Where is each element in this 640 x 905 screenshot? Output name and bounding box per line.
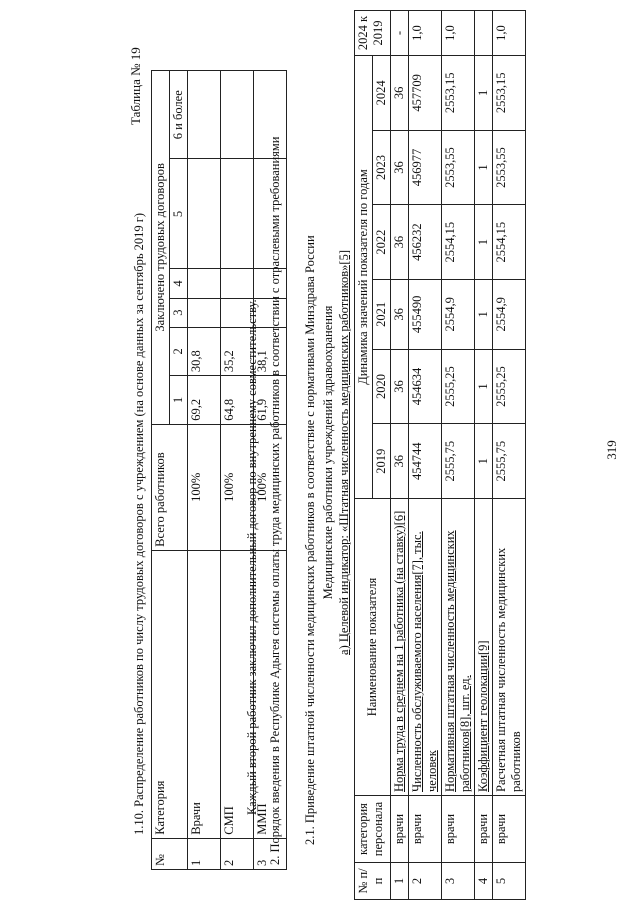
table1-cell-c1: 69,2 (188, 376, 221, 425)
table2-header-num: № п/п (355, 863, 391, 900)
table1-cell-c6 (221, 71, 254, 159)
table1-header-c3: 3 (170, 298, 188, 327)
table2-cell-2020: 2555,25 (493, 349, 526, 424)
table2-cell-2023: 2553,55 (442, 130, 475, 205)
table2-header-2022: 2022 (373, 205, 391, 280)
table2-cell-name: Нормативная штатная численность медицинских работников[8], шт. ед. (442, 499, 475, 796)
table2-cell-name: Коэффициент геолокации[9] (475, 499, 493, 796)
table-row (493, 11, 526, 900)
table1-header-concluded: Заключено трудовых договоров (152, 71, 170, 425)
table2-cell-name: Расчетная штатная численность медицинских работников (493, 499, 526, 796)
table2-cell-num: 2 (409, 863, 442, 900)
table2-cell-2023: 36 (391, 130, 409, 205)
table1-cell-total: 100% (254, 424, 287, 550)
table2-cell-ratio: - (391, 11, 409, 56)
table2-cell-2020: 2555,25 (442, 349, 475, 424)
table2-cell-2020: 454634 (409, 349, 442, 424)
table1-header-num: № (152, 838, 188, 869)
table2-cell-2020: 36 (391, 349, 409, 424)
table2-cell-2023: 2553,55 (493, 130, 526, 205)
table2-header-2020: 2020 (373, 349, 391, 424)
table2-cell-2019: 1 (475, 424, 493, 499)
table1-cell-c6 (188, 71, 221, 159)
table2-cell-2022: 2554,15 (442, 205, 475, 280)
table-row (475, 11, 493, 900)
table1-cell-c2: 35,2 (221, 327, 254, 376)
table2-cell-category: врачи (475, 796, 493, 863)
table2-cell-2021: 455490 (409, 279, 442, 349)
table1-cell-c4 (188, 269, 221, 298)
table2-cell-2021: 36 (391, 279, 409, 349)
table2-cell-2022: 1 (475, 205, 493, 280)
table2-cell-2021: 1 (475, 279, 493, 349)
table1-cell-c1: 64,8 (221, 376, 254, 425)
table2-cell-2024: 2553,15 (442, 56, 475, 131)
table2-cell-ratio (475, 11, 493, 56)
table2-cell-category: врачи (409, 796, 442, 863)
table2-cell-2024: 1 (475, 56, 493, 131)
table1-cell-num: 2 (221, 838, 254, 869)
table2-cell-num: 1 (391, 863, 409, 900)
staffing-table (354, 10, 526, 900)
table2-cell-2021: 2554,9 (493, 279, 526, 349)
table1-header-c2: 2 (170, 327, 188, 376)
table2-cell-num: 3 (442, 863, 475, 900)
table2-cell-2019: 2555,75 (493, 424, 526, 499)
table2-cell-2019: 36 (391, 424, 409, 499)
table-caption: Таблица № 19 (128, 47, 143, 125)
table2-cell-2019: 454744 (409, 424, 442, 499)
table2-cell-num: 5 (493, 863, 526, 900)
table1-cell-c3 (188, 298, 221, 327)
table1-cell-c2: 38,1 (254, 327, 287, 376)
table1-cell-num: 3 (254, 838, 287, 869)
table2-header-2023: 2023 (373, 130, 391, 205)
table2-header-category: категория персонала (355, 796, 391, 863)
target-indicator: а) Целевой индикатор: «Штатная численность медицинских работников»[5] (337, 250, 351, 655)
table1-header-c6: 6 и более (170, 71, 188, 159)
subtitle: Медицинские работники учреждений здравоохранения (321, 305, 335, 600)
table2-header-2024: 2024 (373, 56, 391, 131)
table2-cell-2022: 36 (391, 205, 409, 280)
table1-cell-c2: 30,8 (188, 327, 221, 376)
table2-cell-num: 4 (475, 863, 493, 900)
table2-cell-category: врачи (493, 796, 526, 863)
table-row (391, 11, 409, 900)
table2-cell-2020: 1 (475, 349, 493, 424)
table2-header-ratio: 2024 к 2019 (355, 11, 391, 56)
table2-cell-2022: 456232 (409, 205, 442, 280)
table1-header-c1: 1 (170, 376, 188, 425)
table1-cell-c4 (221, 269, 254, 298)
table-row (442, 11, 475, 900)
table1-header-c4: 4 (170, 269, 188, 298)
table2-cell-2023: 1 (475, 130, 493, 205)
table2-cell-2024: 36 (391, 56, 409, 131)
paragraph-2-1: 2.1. Приведение штатной численности медицинских работников в соответствие с нормативами Минздрава России (303, 235, 317, 845)
note-text: Каждый второй работник заключил дополнительный договор по внутреннему совместительству. (245, 299, 259, 815)
table2-cell-category: врачи (442, 796, 475, 863)
table2-cell-name: Численность обслуживаемого населения[7], тыс. человек (409, 499, 442, 796)
table2-cell-ratio: 1,0 (409, 11, 442, 56)
table1-header-total: Всего работников (152, 424, 188, 550)
table2-cell-name: Норма труда в среднем на 1 работника (на ставку)[6] (391, 499, 409, 796)
table1-header-c5: 5 (170, 159, 188, 269)
table2-cell-ratio: 1,0 (493, 11, 526, 56)
table1-cell-num: 1 (188, 838, 221, 869)
paragraph-2: 2. Порядок введения в Республике Адыгея системы оплаты труда медицинских работников в соответствии с отраслевыми требованиями (268, 136, 282, 865)
table2-cell-2021: 2554,9 (442, 279, 475, 349)
table2-cell-ratio: 1,0 (442, 11, 475, 56)
page-number: 319 (604, 440, 619, 460)
table1-cell-c5 (188, 159, 221, 269)
table1-cell-category: ММП (254, 550, 287, 838)
table-row (409, 11, 442, 900)
table1-cell-c5 (221, 159, 254, 269)
table2-cell-2023: 456977 (409, 130, 442, 205)
table2-cell-category: врачи (391, 796, 409, 863)
table1-cell-c1: 61,9 (254, 376, 287, 425)
table2-cell-2019: 2555,75 (442, 424, 475, 499)
table1-cell-total: 100% (221, 424, 254, 550)
table2-cell-2022: 2554,15 (493, 205, 526, 280)
section-title: 1.10. Распределение работников по числу трудовых договоров с учреждением (на основе данных за сентябрь 2019 г) (132, 212, 146, 835)
table2-cell-2024: 2553,15 (493, 56, 526, 131)
table2-header-dynamics: Динамика значений показателя по годам (355, 56, 373, 499)
table1-header-category: Категория (152, 550, 188, 838)
table-row (188, 71, 221, 870)
table1-cell-category: СМП (221, 550, 254, 838)
table2-cell-2024: 457709 (409, 56, 442, 131)
table2-header-2021: 2021 (373, 279, 391, 349)
table1-cell-category: Врачи (188, 550, 221, 838)
table1-cell-total: 100% (188, 424, 221, 550)
table2-header-2019: 2019 (373, 424, 391, 499)
table2-header-name: Наименование показателя (355, 499, 391, 796)
